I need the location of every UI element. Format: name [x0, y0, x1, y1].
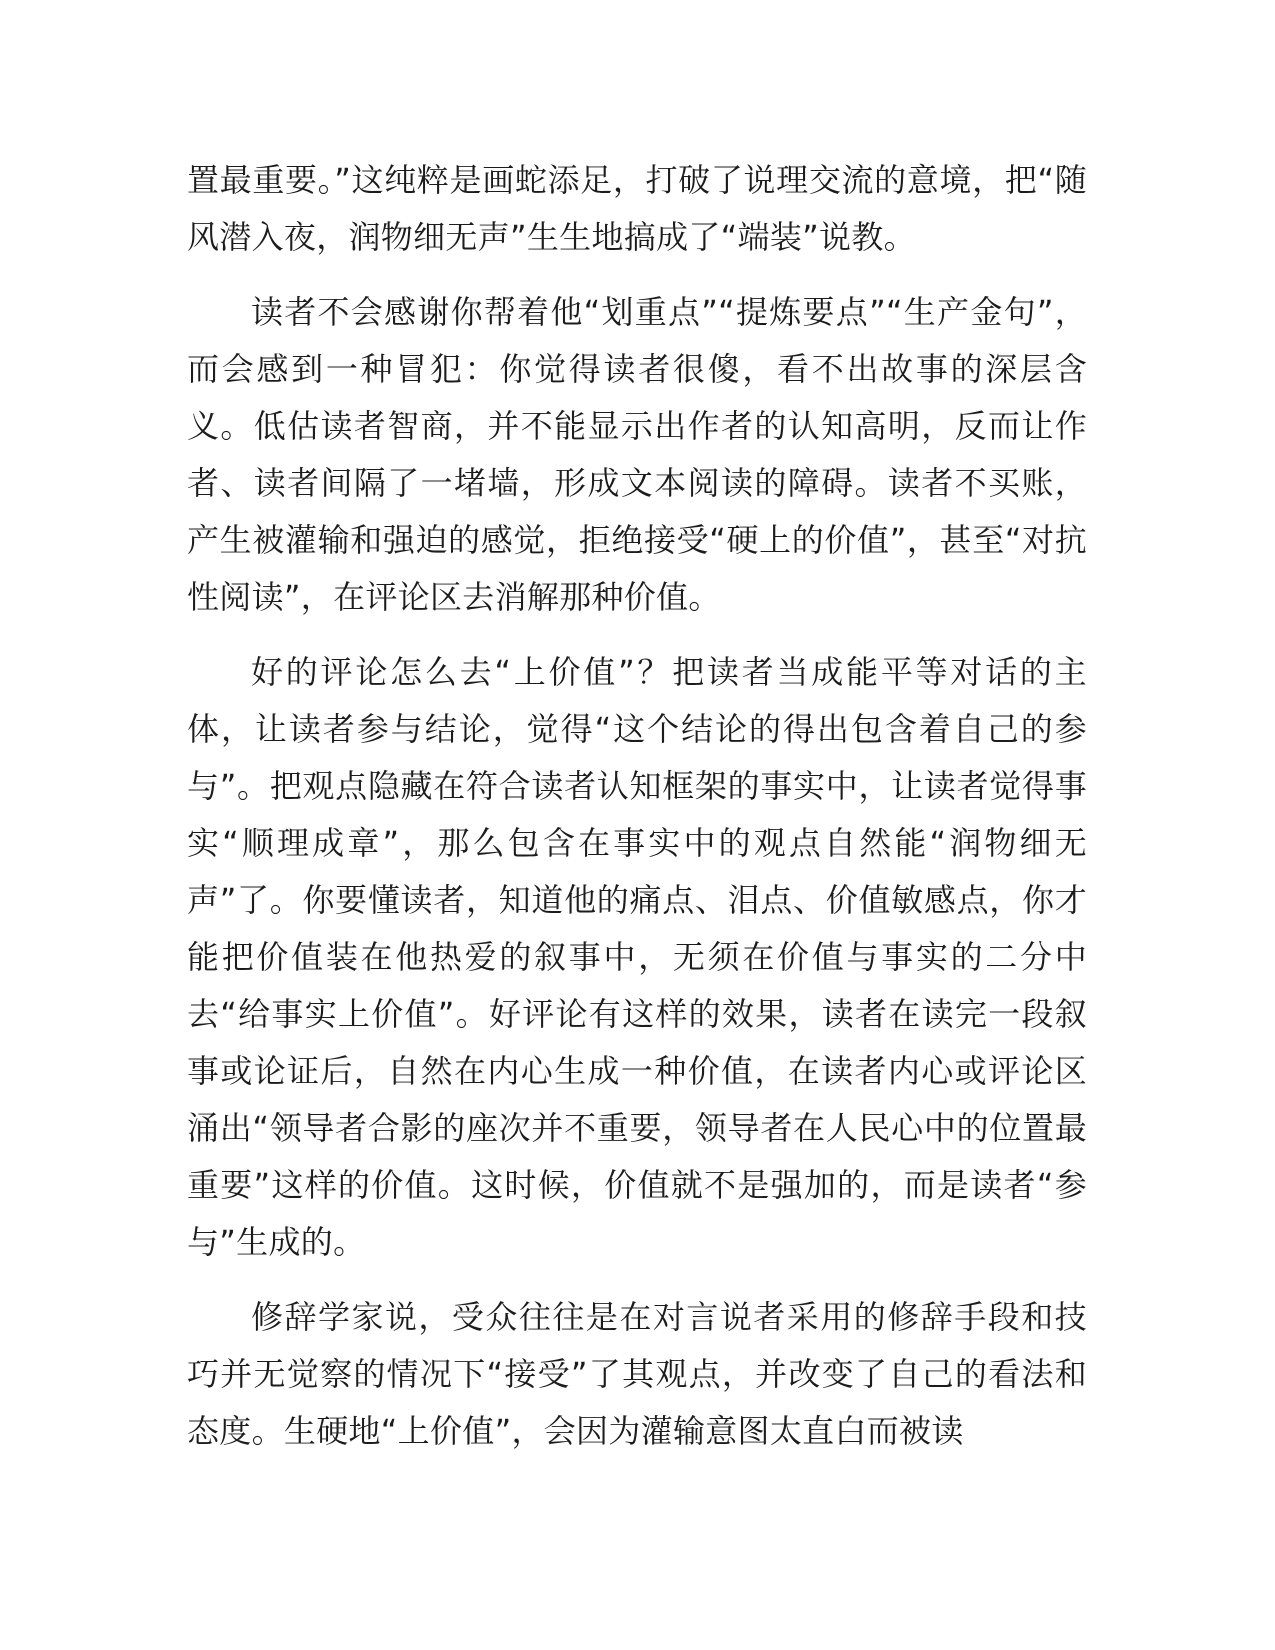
paragraph-1: 置最重要。”这纯粹是画蛇添足，打破了说理交流的意境，把“随风潜入夜，润物细无声”生生地搞成了“端装”说教。: [187, 161, 1087, 256]
article-body: [187, 152, 1087, 1478]
paragraph-3: 好的评论怎么去“上价值”？把读者当成能平等对话的主体，让读者参与结论，觉得“这个结论的得出包含着自己的参与”。把观点隐藏在符合读者认知框架的事实中，让读者觉得事实“顺理成章”，那么包含在事实中的观点自然能“润物细无声”了。你要懂读者，知道他的痛点、泪点、价值敏感点，你才能把价值装在他热爱的叙事中，无须在价值与事实的二分中去“给事实上价值”。好评论有这样的效果，读者在读完一段叙事或论证后，自然在内心生成一种价值，在读者内心或评论区涌出“领导者合影的座次并不重要，领导者在人民心中的位置最重要”这样的价值。这时候，价值就不是强加的，而是读者“参与”生成的。: [187, 653, 1087, 1261]
paragraph-4: 修辞学家说，受众往往是在对言说者采用的修辞手段和技巧并无觉察的情况下“接受”了其观点，并改变了自己的看法和态度。生硬地“上价值”，会因为灌输意图太直白而被读: [187, 1298, 1087, 1450]
paragraph-2: 读者不会感谢你帮着他“划重点”“提炼要点”“生产金句”，而会感到一种冒犯：你觉得读者很傻，看不出故事的深层含义。低估读者智商，并不能显示出作者的认知高明，反而让作者、读者间隔了一堵墙，形成文本阅读的障碍。读者不买账，产生被灌输和强迫的感觉，拒绝接受“硬上的价值”，甚至“对抗性阅读”，在评论区去消解那种价值。: [187, 293, 1087, 616]
